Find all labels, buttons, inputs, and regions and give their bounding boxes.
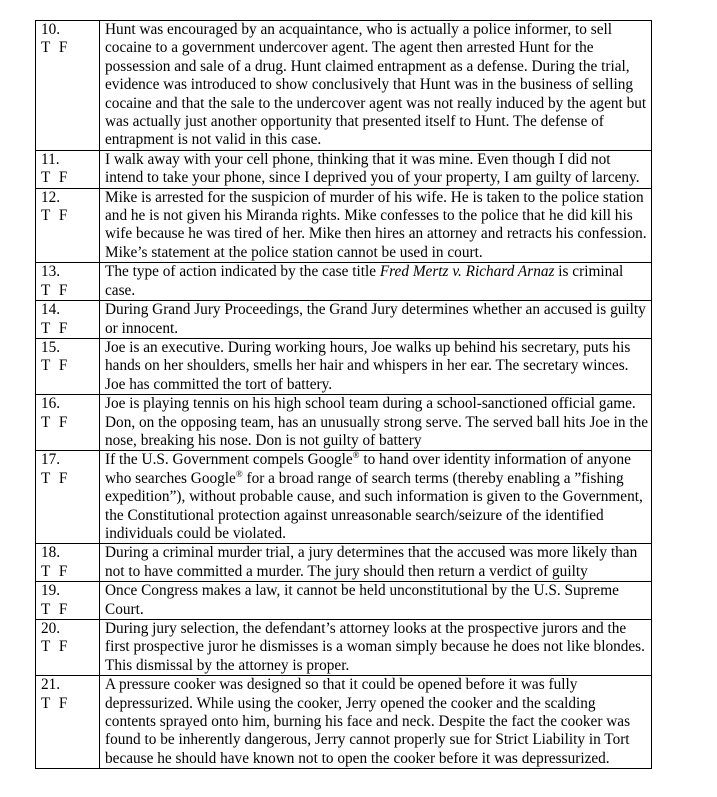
question-row-14 bbox=[36, 301, 652, 339]
question-number-cell bbox=[36, 620, 100, 676]
question-row-10 bbox=[36, 21, 652, 151]
true-false-choice: T F bbox=[41, 281, 68, 299]
question-number: 17. bbox=[41, 451, 61, 469]
question-text-part: for a broad range of search terms (thereby enabling a ”fishing expedition”), without probable cause, and such information is given to the Government, the Constitutional protection against unreasonable search/seizure of the identified individuals could be violated. bbox=[105, 469, 643, 542]
question-text bbox=[100, 301, 652, 339]
question-text bbox=[100, 338, 652, 394]
question-number: 13. bbox=[41, 263, 61, 281]
question-text-part: During a criminal murder trial, a jury determines that the accused was more likely than not to have committed a murder. The jury should then return a verdict of guilty bbox=[105, 544, 638, 580]
question-number: 19. bbox=[41, 582, 61, 600]
question-text-part: During Grand Jury Proceedings, the Grand Jury determines whether an accused is guilty or innocent. bbox=[105, 301, 646, 337]
question-number-cell bbox=[36, 263, 100, 301]
true-false-choice: T F bbox=[41, 600, 68, 618]
question-row-20 bbox=[36, 620, 652, 676]
question-row-18 bbox=[36, 544, 652, 582]
question-text bbox=[100, 582, 652, 620]
question-number-cell bbox=[36, 676, 100, 769]
question-number-cell bbox=[36, 188, 100, 263]
question-row-16 bbox=[36, 395, 652, 451]
question-row-11 bbox=[36, 150, 652, 188]
question-text bbox=[100, 395, 652, 451]
registered-mark: ® bbox=[235, 468, 243, 479]
question-text-part: If the U.S. Government compels Google bbox=[105, 451, 353, 469]
question-number-cell bbox=[36, 544, 100, 582]
true-false-choice: T F bbox=[41, 562, 68, 580]
question-number: 21. bbox=[41, 676, 61, 694]
question-text-part: I walk away with your cell phone, thinking that it was mine. Even though I did not intend to take your phone, since I deprived you of your property, I am guilty of larceny. bbox=[105, 150, 640, 187]
question-text-part: to hand over identity information of anyone who searches Google bbox=[105, 451, 631, 487]
registered-mark: ® bbox=[352, 450, 360, 461]
question-row-21 bbox=[36, 676, 652, 769]
question-text bbox=[100, 263, 652, 301]
question-row-15 bbox=[36, 338, 652, 394]
question-number-cell bbox=[36, 150, 100, 188]
question-number-cell bbox=[36, 301, 100, 339]
question-number: 16. bbox=[41, 395, 61, 413]
question-number-cell bbox=[36, 338, 100, 394]
question-text bbox=[100, 21, 652, 151]
true-false-choice: T F bbox=[41, 638, 68, 656]
question-text-part: Joe is an executive. During working hours, Joe walks up behind his secretary, puts his hands on her shoulders, smells her hair and whispers in her ear. The secretary winces. Joe has committed the tort of battery. bbox=[105, 338, 631, 393]
question-number-cell bbox=[36, 451, 100, 544]
question-text bbox=[100, 676, 652, 769]
true-false-choice: T F bbox=[41, 207, 68, 225]
question-text-part: is criminal case. bbox=[105, 263, 624, 299]
true-false-choice: T F bbox=[41, 694, 68, 712]
true-false-choice: T F bbox=[41, 357, 68, 375]
question-text-part: During jury selection, the defendant’s attorney looks at the prospective jurors and the first prospective juror he dismisses is a woman simply because he does not like blondes. This dismissal by the attorney is proper. bbox=[105, 620, 645, 674]
question-text-part: Mike is arrested for the suspicion of murder of his wife. He is taken to the police station and he is not given his Miranda rights. Mike confesses to the police that he did kill his wife because he was tired of her. Mike then hires an attorney and retracts his confession. Mike’s statement at the police station cannot be used in court. bbox=[105, 188, 647, 261]
true-false-choice: T F bbox=[41, 39, 68, 57]
question-number-cell bbox=[36, 21, 100, 151]
question-number: 11. bbox=[41, 150, 60, 168]
question-text bbox=[100, 188, 652, 263]
question-number: 15. bbox=[41, 338, 61, 356]
question-text-part: Joe is playing tennis on his high school team during a school-sanctioned official game. Don, on the opposing team, has an unusually strong serve. The served ball hits Joe in the nose, breaking his nose. Don is not guilty of battery bbox=[105, 395, 649, 449]
questions-table bbox=[35, 20, 652, 769]
true-false-choice: T F bbox=[41, 413, 68, 431]
question-text bbox=[100, 620, 652, 676]
question-row-19 bbox=[36, 582, 652, 620]
question-number: 10. bbox=[41, 21, 61, 38]
question-row-12 bbox=[36, 188, 652, 263]
case-title: Fred Mertz v. Richard Arnaz bbox=[379, 263, 555, 281]
question-text-part: Once Congress makes a law, it cannot be held unconstitutional by the U.S. Supreme Court. bbox=[105, 582, 619, 618]
question-row-13 bbox=[36, 263, 652, 301]
question-number: 18. bbox=[41, 544, 61, 562]
question-text-part: A pressure cooker was designed so that it could be opened before it was fully depressurized. While using the cooker, Jerry opened the cooker and the scalding contents sprayed onto him, burning his face and neck. Despite the fact the cooker was found to be inherently dangerous, Jerry cannot properly sue for Strict Liability in Tort because he should have known not to open the cooker before it was depressurized. bbox=[105, 676, 631, 767]
question-row-17 bbox=[36, 451, 652, 544]
question-number-cell bbox=[36, 582, 100, 620]
question-text-part: Hunt was encouraged by an acquaintance, who is actually a police informer, to sell cocaine to a government undercover agent. The agent then arrested Hunt for the possession and sale of a drug. Hunt claimed entrapment as a defense. During the trial, evidence was introduced to show conclusively that Hunt was in the business of selling cocaine and that the sale to the undercover agent was not really induced by the agent but was actually just another opportunity that presented itself to Hunt. The defense of entrapment is not valid in this case. bbox=[105, 21, 647, 149]
true-false-choice: T F bbox=[41, 169, 68, 187]
question-text-part: The type of action indicated by the case title bbox=[105, 263, 380, 281]
question-text bbox=[100, 150, 652, 188]
question-text bbox=[100, 544, 652, 582]
question-number: 12. bbox=[41, 188, 61, 206]
question-number: 14. bbox=[41, 301, 61, 319]
question-text bbox=[100, 451, 652, 544]
question-number-cell bbox=[36, 395, 100, 451]
true-false-choice: T F bbox=[41, 319, 68, 337]
question-number: 20. bbox=[41, 620, 61, 637]
true-false-choice: T F bbox=[41, 469, 68, 487]
